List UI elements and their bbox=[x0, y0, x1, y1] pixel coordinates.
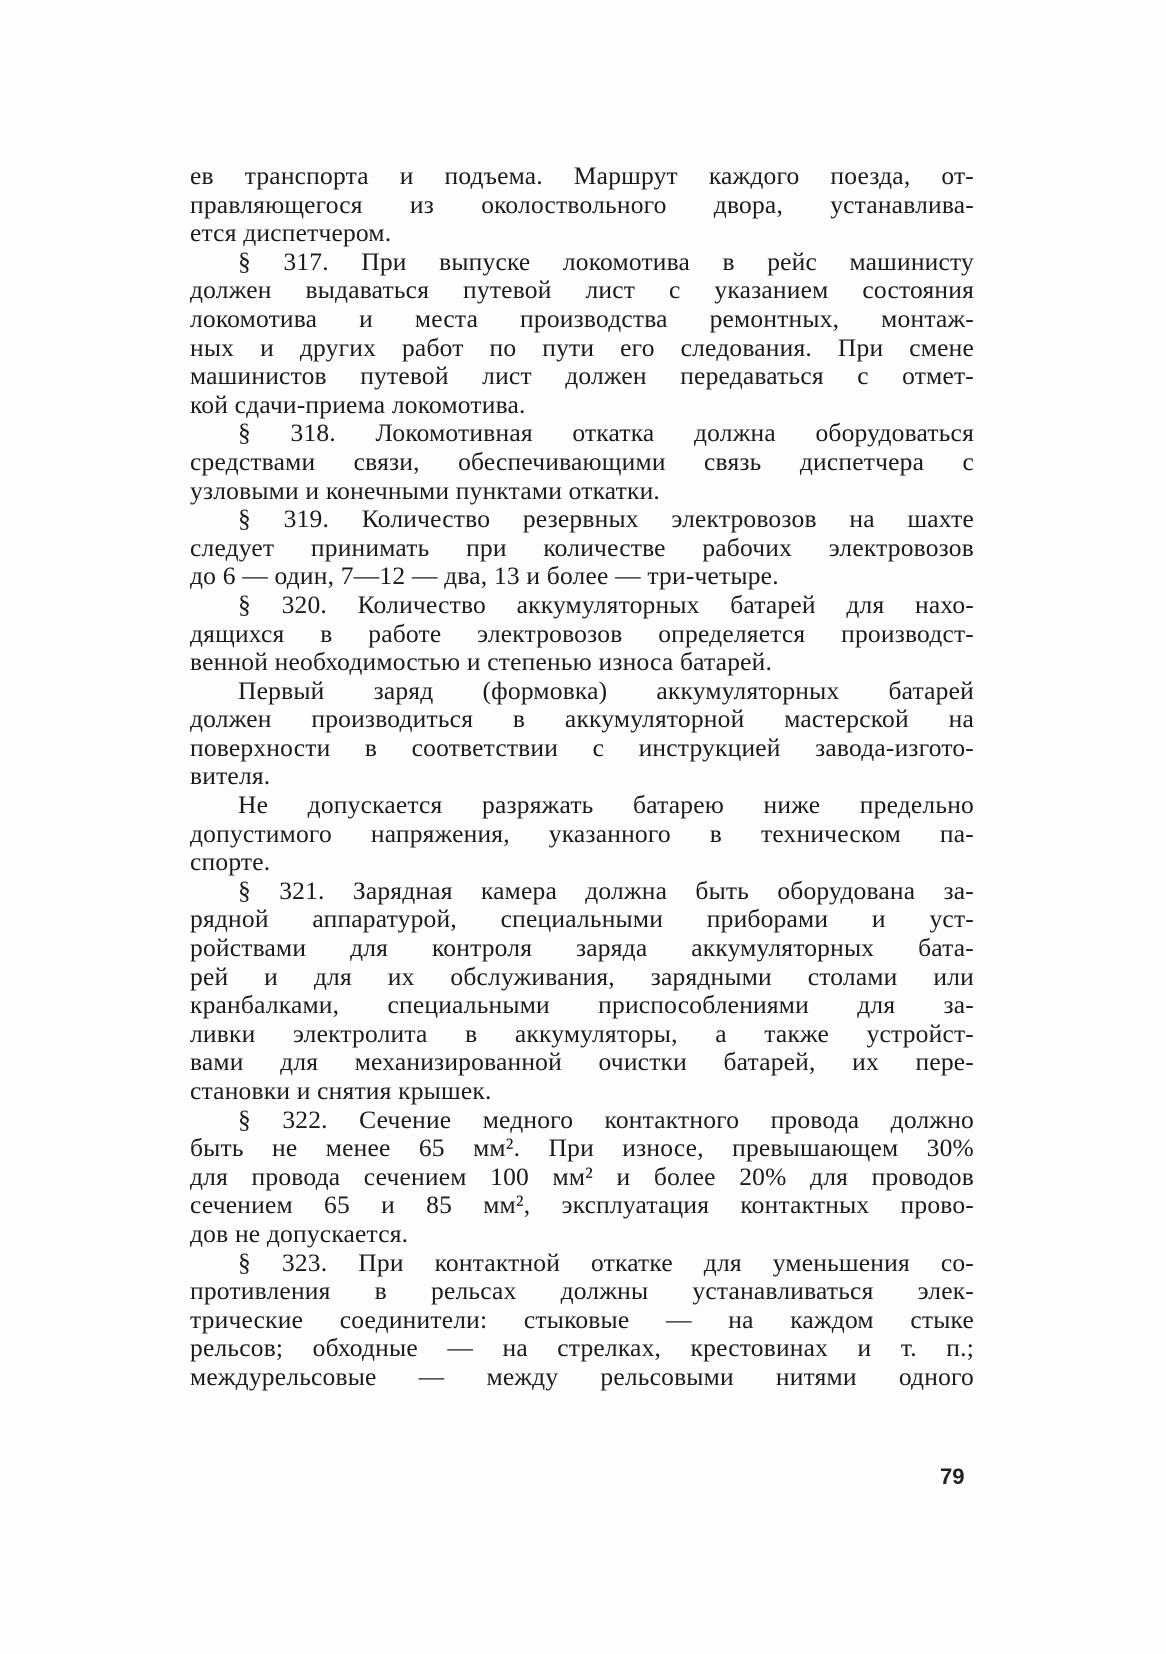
text-line: § 317. При выпуске локомотива в рейс машинисту bbox=[238, 247, 974, 276]
text-line: поверхности в соответствии с инструкцией завода-изгото- bbox=[190, 733, 974, 762]
text-line: становки и снятия крышек. bbox=[190, 1077, 492, 1105]
text-line: § 323. При контактной откатке для уменьшения со- bbox=[238, 1248, 974, 1277]
text-line: локомотива и места производства ремонтных, монтаж- bbox=[190, 304, 974, 333]
text-line: § 322. Сечение медного контактного провода должно bbox=[238, 1105, 974, 1134]
text-line: дов не допускается. bbox=[190, 1219, 409, 1248]
text-line: должен выдаваться путевой лист с указанием состояния bbox=[190, 276, 974, 305]
text-line: узловыми и конечными пунктами откатки. bbox=[190, 476, 660, 505]
text-line: дящихся в работе электровозов определяется производст- bbox=[190, 619, 974, 648]
text-line: Не допускается разряжать батарею ниже предельно bbox=[238, 791, 974, 820]
text-line: кой сдачи-приема локомотива. bbox=[190, 390, 526, 419]
text-line: для провода сечением 100 мм² и более 20% для проводов bbox=[190, 1162, 974, 1191]
text-line: быть не менее 65 мм². При износе, превышающем 30% bbox=[190, 1134, 974, 1163]
text-line: допустимого напряжения, указанного в техническом па- bbox=[190, 819, 974, 848]
text-line: рей и для их обслуживания, зарядными столами или bbox=[190, 962, 974, 991]
text-line: трические соединители: стыковые — на каждом стыке bbox=[190, 1305, 974, 1334]
text-line: § 321. Зарядная камера должна быть оборудована за- bbox=[238, 876, 974, 905]
text-line: § 319. Количество резервных электровозов на шахте bbox=[238, 505, 974, 534]
text-line: до 6 — один, 7—12 — два, 13 и более — три-четыре. bbox=[190, 562, 779, 591]
text-line: сечением 65 и 85 мм², эксплуатация контактных прово- bbox=[190, 1191, 974, 1220]
text-line: рельсов; обходные — на стрелках, крестовинах и т. п.; bbox=[190, 1334, 974, 1363]
text-line: должен производиться в аккумуляторной мастерской на bbox=[190, 705, 974, 734]
text-line: следует принимать при количестве рабочих электровозов bbox=[190, 533, 974, 562]
text-line: § 320. Количество аккумуляторных батарей для нахо- bbox=[238, 590, 974, 619]
text-line: ется диспетчером. bbox=[190, 219, 392, 248]
text-line: кранбалками, специальными приспособлениями для за- bbox=[190, 991, 974, 1020]
text-line: рядной аппаратурой, специальными приборами и уст- bbox=[190, 905, 974, 934]
text-line: вителя. bbox=[190, 762, 271, 791]
text-line: ливки электролита в аккумуляторы, а также устройст- bbox=[190, 1019, 974, 1048]
text-line: спорте. bbox=[190, 848, 271, 877]
body-text bbox=[190, 162, 974, 1392]
text-line: средствами связи, обеспечивающими связь диспетчера с bbox=[190, 447, 974, 476]
text-line: ев транспорта и подъема. Маршрут каждого поезда, от- bbox=[190, 162, 974, 190]
text-line: вами для механизированной очистки батарей, их пере- bbox=[190, 1048, 974, 1077]
page-number: 79 bbox=[940, 1464, 965, 1489]
text-line: междурельсовые — между рельсовыми нитями одного bbox=[190, 1362, 974, 1391]
text-line: машинистов путевой лист должен передаваться с отмет- bbox=[190, 362, 974, 391]
text-line: венной необходимостью и степенью износа батарей. bbox=[190, 648, 773, 677]
text-line: Первый заряд (формовка) аккумуляторных батарей bbox=[238, 676, 974, 705]
text-line: § 318. Локомотивная откатка должна оборудоваться bbox=[238, 419, 974, 448]
text-line: правляющегося из околоствольного двора, устанавлива- bbox=[190, 190, 974, 219]
text-line: ных и других работ по пути его следования. При смене bbox=[190, 333, 974, 362]
text-line: противления в рельсах должны устанавливаться элек- bbox=[190, 1277, 974, 1306]
text-line: ройствами для контроля заряда аккумуляторных бата- bbox=[190, 934, 974, 963]
